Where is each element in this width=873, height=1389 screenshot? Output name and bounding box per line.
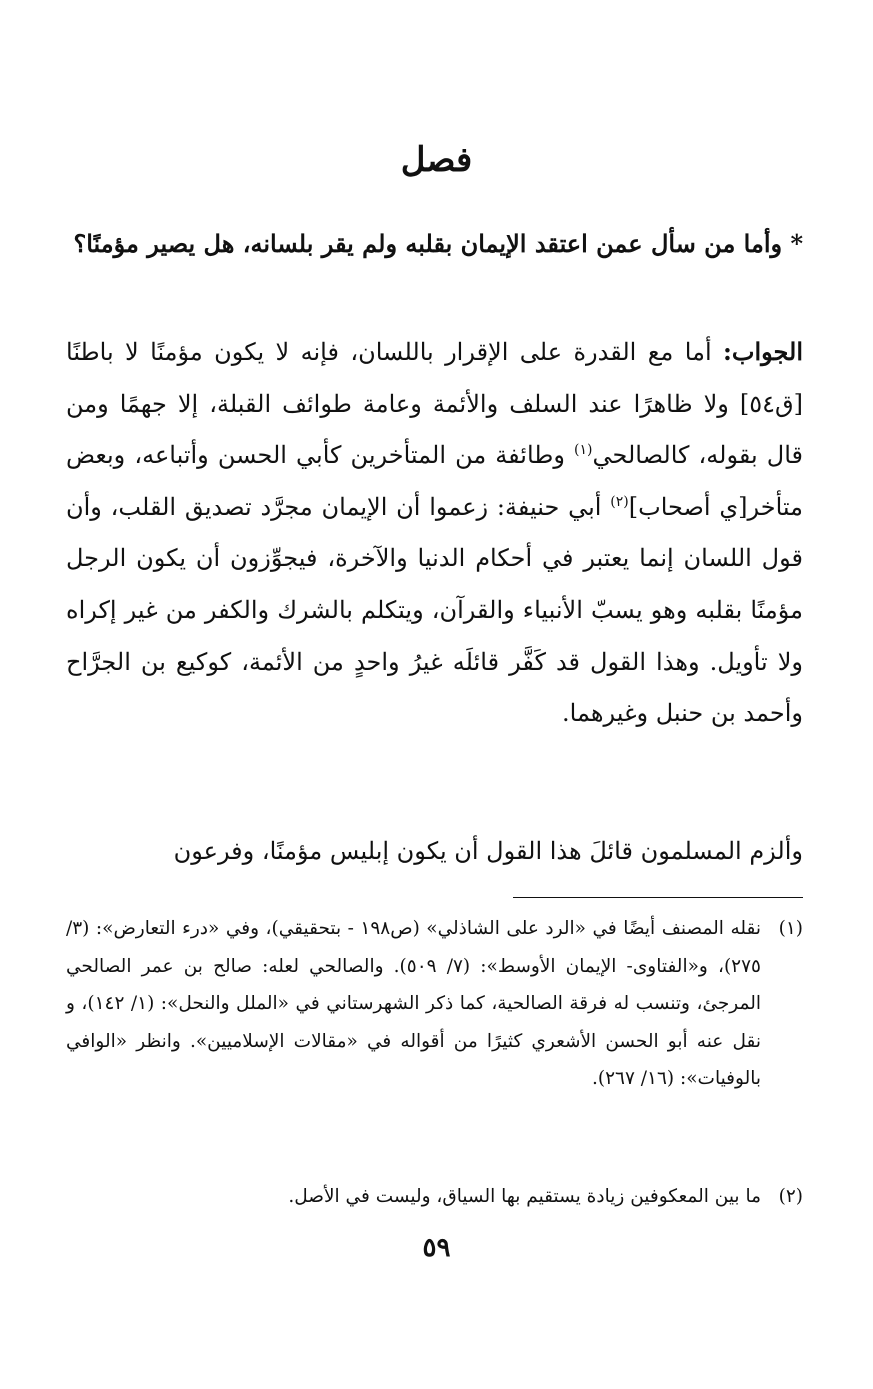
- footnote-1: [66, 910, 803, 1098]
- continuation-paragraph: وألزم المسلمون قائلَ هذا القول أن يكون إبليس مؤمنًا، وفرعون: [173, 837, 803, 865]
- footnote-separator: [513, 897, 803, 898]
- answer-paragraph: [66, 326, 803, 740]
- footnote-text: ما بين المعكوفين زيادة يستقيم بها السياق، وليست في الأصل.: [288, 1186, 761, 1207]
- answer-lead: الجواب:: [723, 337, 803, 366]
- footnote-ref-1[interactable]: (١): [574, 442, 593, 459]
- page-number: ٥٩: [422, 1233, 451, 1263]
- answer-text-part2: وطائفة من المتأخرين كأبي الحسن وأتباعه، وبعض متأخر[ي أصحاب]: [66, 441, 803, 521]
- footnote-ref-2[interactable]: (٢): [610, 493, 629, 510]
- footnote-2: [66, 1178, 803, 1216]
- footnote-number: (١): [778, 918, 803, 939]
- answer-text-part3: أبي حنيفة: زعموا أن الإيمان مجرَّد تصديق القلب، وأن قول اللسان إنما يعتبر في أحكام الدنيا والآخرة، فيجوِّزون أن يكون الرجل مؤمنًا بقلبه وهو يسبّ الأنبياء والقرآن، ويتكلم بالشرك والكفر من غير إكراه ولا تأويل. وهذا القول قد كَفَّر قائلَه غيرُ واحدٍ من الأئمة، كوكيع بن الجرَّاح وأحمد بن حنبل وغيرهما.: [66, 492, 804, 728]
- question-paragraph: * وأما من سأل عمن اعتقد الإيمان بقلبه ولم يقر بلسانه، هل يصير مؤمنًا؟: [73, 229, 803, 258]
- footnote-number: (٢): [778, 1186, 803, 1207]
- answer-text-part1: أما مع القدرة على الإقرار باللسان، فإنه لا يكون مؤمنًا لا باطنًا [ق٥٤] ولا ظاهرًا عند السلف والأئمة وعامة طوائف القبلة، إلا جهمًا ومن قال بقوله، كالصالحي: [66, 338, 804, 470]
- section-title: فصل: [400, 140, 473, 180]
- footnote-text: نقله المصنف أيضًا في «الرد على الشاذلي» (ص١٩٨ - بتحقيقي)، وفي «درء التعارض»: (٣/ ٢٧٥)، و«الفتاوى- الإيمان الأوسط»: (٧/ ٥٠٩). والصالحي لعله: صالح بن عمر الصالحي المرجئ، وتنسب له فرقة الصالحية، كما ذكر الشهرستاني في «الملل والنحل»: (١/ ١٤٢)، و نقل عنه أبو الحسن الأشعري كثيرًا من أقواله في «مقالات الإسلاميين». وانظر «الوافي بالوفيات»: (١٦/ ٢٦٧).: [66, 918, 762, 1089]
